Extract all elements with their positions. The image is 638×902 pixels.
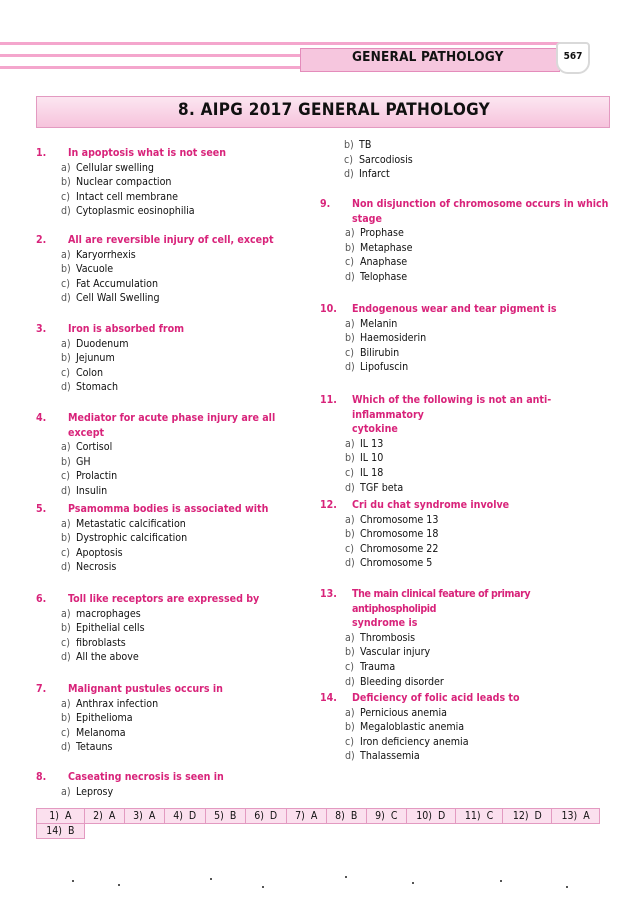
option: d) Cytoplasmic eosinophilia [61,205,195,218]
option: d) Infarct [344,168,390,181]
option: b) Haemosiderin [345,332,427,345]
answer-cell: 4) D [164,809,205,824]
question-stem: Malignant pustules occurs in [68,683,223,695]
question-number: 8. [36,771,47,783]
page-number: 567 [556,42,590,74]
section-title: GENERAL PATHOLOGY [352,49,504,65]
option: c) Intact cell membrane [61,190,179,203]
question-3 [36,322,306,395]
question-number: 5. [36,503,47,515]
option: b) Epithelial cells [61,622,145,635]
question-8-continued [344,138,604,182]
option: d) Insulin [61,484,108,497]
question-stem: Mediator for acute phase injury are all except [68,412,276,439]
option: a) Cellular swelling [61,161,154,174]
chapter-title: 8. AIPG 2017 GENERAL PATHOLOGY [178,100,490,120]
question-number: 6. [36,593,47,605]
answer-cell: 5) B [205,809,245,824]
question-stem: Which of the following is not an anti-inflammatory [352,394,552,421]
question-number: 2. [36,234,47,246]
option: d) Cell Wall Swelling [61,292,160,305]
question-2 [36,233,306,306]
question-10 [320,302,610,375]
question-7 [36,682,306,755]
question-number: 7. [36,683,47,695]
option: d) TGF beta [345,481,404,494]
option: c) Chromosome 22 [345,542,439,555]
option: b) Megaloblastic anemia [345,721,465,734]
question-stem: Non disjunction of chromosome occurs in which [352,198,609,210]
option: b) Nuclear compaction [61,176,172,189]
option: b) Vacuole [61,263,114,276]
option: d) Bleeding disorder [345,675,444,688]
option: a) Duodenum [61,337,129,350]
question-12 [320,498,610,571]
question-stem: In apoptosis what is not seen [68,147,227,159]
answer-cell: 1) A [37,809,85,824]
question-14 [320,691,610,764]
option: d) Telophase [345,270,408,283]
option: b) Dystrophic calcification [61,532,188,545]
option: c) Anaphase [345,256,408,269]
option: b) Chromosome 18 [345,528,439,541]
option: b) Metaphase [345,241,413,254]
question-number: 9. [320,198,331,210]
option: d) Lipofuscin [345,361,409,374]
header-stripe [0,42,560,45]
question-number: 13. [320,588,337,600]
question-13 [320,587,610,689]
question-stem: Toll like receptors are expressed by [68,593,260,605]
option: a) Karyorrhexis [61,248,136,261]
answer-cell: 11) C [455,809,503,824]
answer-cell: 6) D [245,809,286,824]
question-5 [36,502,306,575]
answer-cell: 13) A [552,809,600,824]
question-number: 12. [320,499,337,511]
option: a) Metastatic calcification [61,517,186,530]
option: d) Tetauns [61,741,113,754]
question-stem: The main clinical feature of primary antiphospholipid [352,588,531,615]
question-stem: Caseating necrosis is seen in [68,771,224,783]
option: b) Jejunum [61,352,115,365]
answer-cell: 2) A [84,809,124,824]
question-stem: syndrome is [352,617,418,630]
option: c) Iron deficiency anemia [345,735,469,748]
option: a) Melanin [345,317,398,330]
option: d) Thalassemia [345,750,420,763]
option: c) Bilirubin [345,346,400,359]
option: a) Leprosy [61,785,114,798]
option: b) TB [344,139,372,151]
option: c) Apoptosis [61,546,123,559]
option: a) macrophages [61,607,141,620]
question-number: 10. [320,303,337,315]
question-8 [36,770,306,799]
option: a) Cortisol [61,441,113,454]
option: a) Prophase [345,227,404,240]
option: b) Epithelioma [61,712,133,725]
question-number: 11. [320,394,337,406]
option: a) Chromosome 13 [345,513,439,526]
answer-cell: 8) B [326,809,366,824]
question-9 [320,197,610,285]
answer-key-table [36,808,600,839]
answer-key-row [37,824,600,839]
option: c) fibroblasts [61,636,126,649]
question-stem: cytokine [352,423,398,436]
question-number: 4. [36,412,47,424]
question-stem: All are reversible injury of cell, except [68,234,274,246]
answer-cell: 3) A [124,809,164,824]
question-11 [320,393,610,495]
option: a) Pernicious anemia [345,706,447,719]
question-stem: Cri du chat syndrome involve [352,499,510,511]
option: c) Prolactin [61,470,118,483]
question-stem: Iron is absorbed from [68,323,185,335]
option: d) Stomach [61,381,119,394]
option: c) Sarcodiosis [344,153,413,166]
option: c) Trauma [345,660,396,673]
question-number: 3. [36,323,47,335]
option: c) Melanoma [61,726,126,739]
question-1 [36,146,306,219]
question-6 [36,592,306,665]
option: c) IL 18 [345,466,384,479]
answer-key-empty [84,824,599,839]
answer-cell: 7) A [286,809,326,824]
question-number: 14. [320,692,337,704]
question-4 [36,411,306,499]
option: b) GH [61,455,91,468]
question-stem: Deficiency of folic acid leads to [352,692,520,704]
question-number: 1. [36,147,47,159]
question-stem: Endogenous wear and tear pigment is [352,303,557,315]
option: b) IL 10 [345,452,384,465]
answer-cell: 10) D [406,809,455,824]
option: d) All the above [61,651,139,664]
option: c) Colon [61,366,104,379]
answer-cell: 9) C [366,809,406,824]
option: a) IL 13 [345,437,384,450]
option: a) Anthrax infection [61,697,159,710]
option: a) Thrombosis [345,631,416,644]
question-stem: Psamomma bodies is associated with [68,503,269,515]
option: d) Chromosome 5 [345,557,433,570]
option: b) Vascular injury [345,646,431,659]
option: d) Necrosis [61,561,117,574]
question-stem: stage [352,212,382,225]
answer-cell: 12) D [503,809,552,824]
answer-key-row [37,809,600,824]
answer-cell: 14) B [37,824,85,839]
option: c) Fat Accumulation [61,277,159,290]
